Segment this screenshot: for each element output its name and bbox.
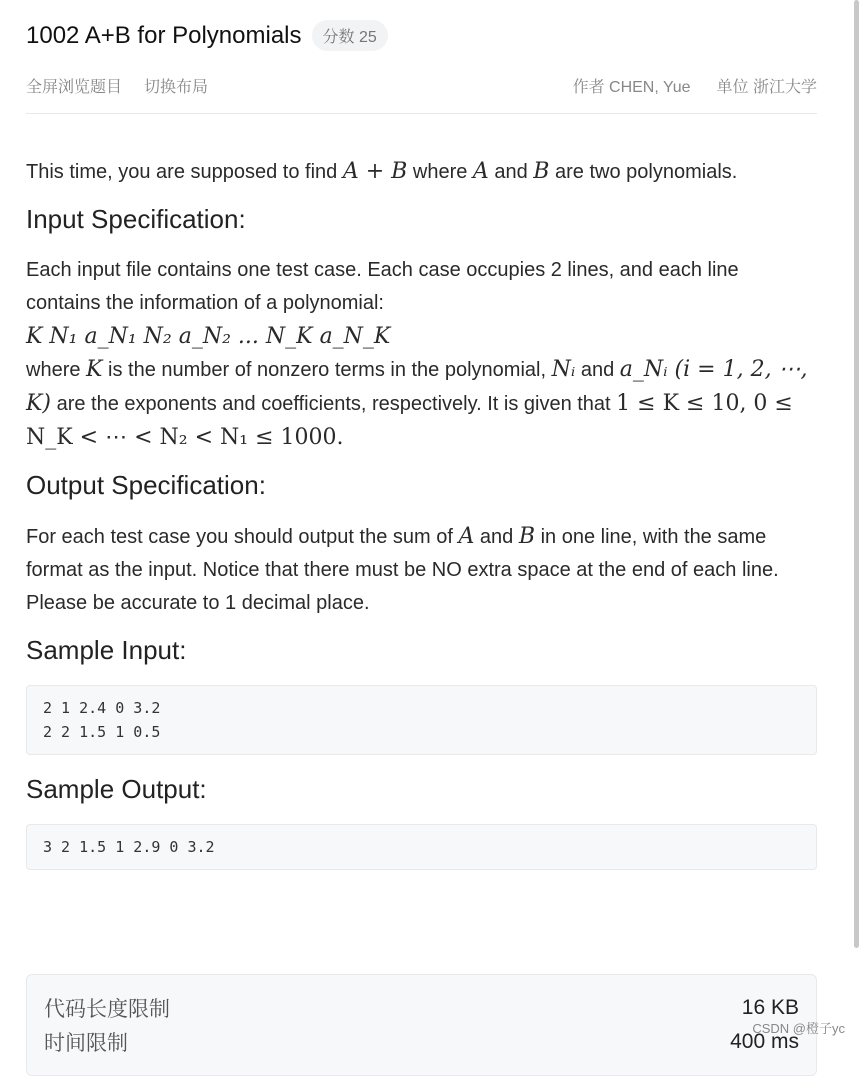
input-text: Each input file contains one test case. Each case occupies 2 lines, and each line contains the information of a polynomial: bbox=[26, 259, 739, 314]
organization: 单位 浙江大学 bbox=[716, 79, 817, 96]
fullscreen-link[interactable]: 全屏浏览题目 bbox=[26, 79, 123, 96]
input-where: where K is the number of nonzero terms in the polynomial, Nᵢ and a_Nᵢ (i = 1, 2, ⋯, K) are the exponents and coefficients, respectively. It is given that 1 ≤ K ≤ 10, 0 ≤ N_K < ⋯ < N₂ < N₁ ≤ 1000. bbox=[26, 357, 808, 450]
input-heading: Input Specification: bbox=[26, 204, 246, 234]
output-text: For each test case you should output the sum of A and B in one line, with the same format as the input. Notice that there must be NO extra space at the end of each line. Please be accurate to 1 decimal place. bbox=[26, 524, 779, 614]
switch-layout-link[interactable]: 切换布局 bbox=[144, 79, 209, 96]
input-format: K N₁ a_N₁ N₂ a_N₂ ... N_K a_N_K bbox=[26, 324, 391, 349]
output-heading: Output Specification: bbox=[26, 470, 266, 500]
limit-row-time: 时间限制 400 ms bbox=[44, 1030, 799, 1055]
sample-output-code[interactable]: 3 2 1.5 1 2.9 0 3.2 bbox=[26, 824, 817, 870]
problem-title bbox=[26, 20, 388, 51]
intro: This time, you are supposed to find A + B where A and B are two polynomials. bbox=[26, 159, 738, 184]
sample-output-heading: Sample Output: bbox=[26, 774, 207, 804]
divider bbox=[26, 113, 817, 114]
watermark: CSDN @橙子yc bbox=[752, 1021, 845, 1036]
score-badge: 分数 25 bbox=[312, 20, 388, 51]
author: 作者 CHEN, Yue bbox=[572, 79, 691, 96]
title-text: 1002 A+B for Polynomials bbox=[26, 21, 302, 49]
sample-input-code[interactable]: 2 1 2.4 0 3.2 2 2 1.5 1 0.5 bbox=[26, 685, 817, 755]
meta-bar bbox=[26, 74, 817, 97]
limits-panel bbox=[26, 974, 817, 1076]
scrollbar[interactable] bbox=[854, 0, 859, 948]
sample-input-heading: Sample Input: bbox=[26, 635, 187, 665]
problem-body bbox=[26, 155, 817, 888]
limit-row-code-length: 代码长度限制 16 KB bbox=[44, 996, 799, 1021]
